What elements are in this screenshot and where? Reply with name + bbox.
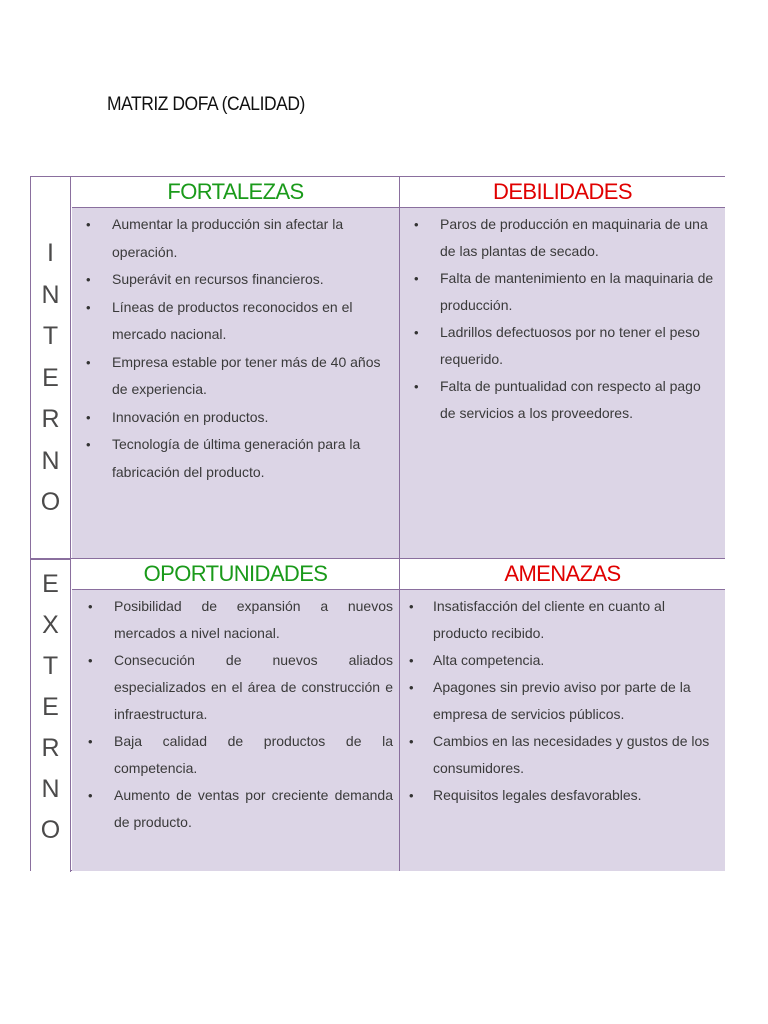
list-item: • Apagones sin previo aviso por parte de la empresa de servicios públicos.: [433, 674, 719, 728]
header-divider: [72, 207, 725, 208]
oportunidades-heading: OPORTUNIDADES: [72, 559, 399, 590]
list-item: • Innovación en productos.: [112, 404, 389, 432]
list-item: • Cambios en las necesidades y gustos de los consumidores.: [433, 728, 719, 782]
list-item: • Tecnología de última generación para la fabricación del producto.: [112, 431, 389, 486]
externo-letter: N: [41, 775, 60, 803]
fortalezas-list: [112, 211, 389, 486]
interno-letter: I: [47, 239, 54, 267]
debilidades-heading: DEBILIDADES: [400, 177, 725, 208]
row-divider: [31, 558, 725, 559]
list-item: • Consecución de nuevos aliados especializados en el área de construcción e infraestructura.: [114, 647, 393, 728]
interno-letter: N: [41, 280, 60, 309]
oportunidades-list: [114, 593, 393, 836]
externo-letter: T: [42, 652, 59, 680]
fortalezas-cell: [72, 208, 399, 559]
list-item: • Insatisfacción del cliente en cuanto al producto recibido.: [433, 593, 719, 647]
header-divider: [72, 589, 725, 590]
externo-letter: X: [42, 611, 59, 639]
interno-letter: O: [40, 488, 61, 516]
interno-letter: R: [41, 405, 60, 433]
list-item: • Posibilidad de expansión a nuevos mercados a nivel nacional.: [114, 593, 393, 647]
externo-letter: E: [42, 693, 59, 721]
fortalezas-heading: FORTALEZAS: [72, 177, 399, 208]
list-item: • Ladrillos defectuosos por no tener el peso requerido.: [440, 319, 717, 373]
list-item: • Aumento de ventas por creciente demanda de producto.: [114, 782, 393, 836]
list-item: • Superávit en recursos financieros.: [112, 266, 389, 294]
debilidades-cell: [400, 208, 725, 559]
externo-letter: O: [40, 816, 61, 844]
amenazas-cell: [400, 590, 725, 871]
amenazas-list: [433, 593, 719, 809]
list-item: • Paros de producción en maquinaria de una de las plantas de secado.: [440, 211, 717, 265]
list-item: • Falta de puntualidad con respecto al pago de servicios a los proveedores.: [440, 373, 717, 427]
externo-letter: R: [41, 734, 60, 762]
list-item: • Falta de mantenimiento en la maquinaria de producción.: [440, 265, 717, 319]
dofa-matrix: [30, 176, 725, 871]
list-item: • Líneas de productos reconocidos en el mercado nacional.: [112, 294, 389, 349]
column-divider: [399, 177, 400, 870]
page-title: MATRIZ DOFA (CALIDAD): [107, 94, 305, 115]
amenazas-heading: AMENAZAS: [400, 559, 725, 590]
externo-label: [31, 559, 71, 872]
interno-letter: E: [42, 363, 59, 392]
interno-letter: T: [42, 322, 59, 350]
interno-label: [31, 177, 71, 559]
externo-letter: E: [42, 570, 59, 598]
list-item: • Aumentar la producción sin afectar la operación.: [112, 211, 389, 266]
list-item: • Alta competencia.: [433, 647, 719, 674]
oportunidades-cell: [72, 590, 399, 871]
interno-letter: N: [41, 446, 60, 475]
list-item: • Empresa estable por tener más de 40 años de experiencia.: [112, 349, 389, 404]
list-item: • Requisitos legales desfavorables.: [433, 782, 719, 809]
list-item: • Baja calidad de productos de la competencia.: [114, 728, 393, 782]
debilidades-list: [440, 211, 717, 427]
